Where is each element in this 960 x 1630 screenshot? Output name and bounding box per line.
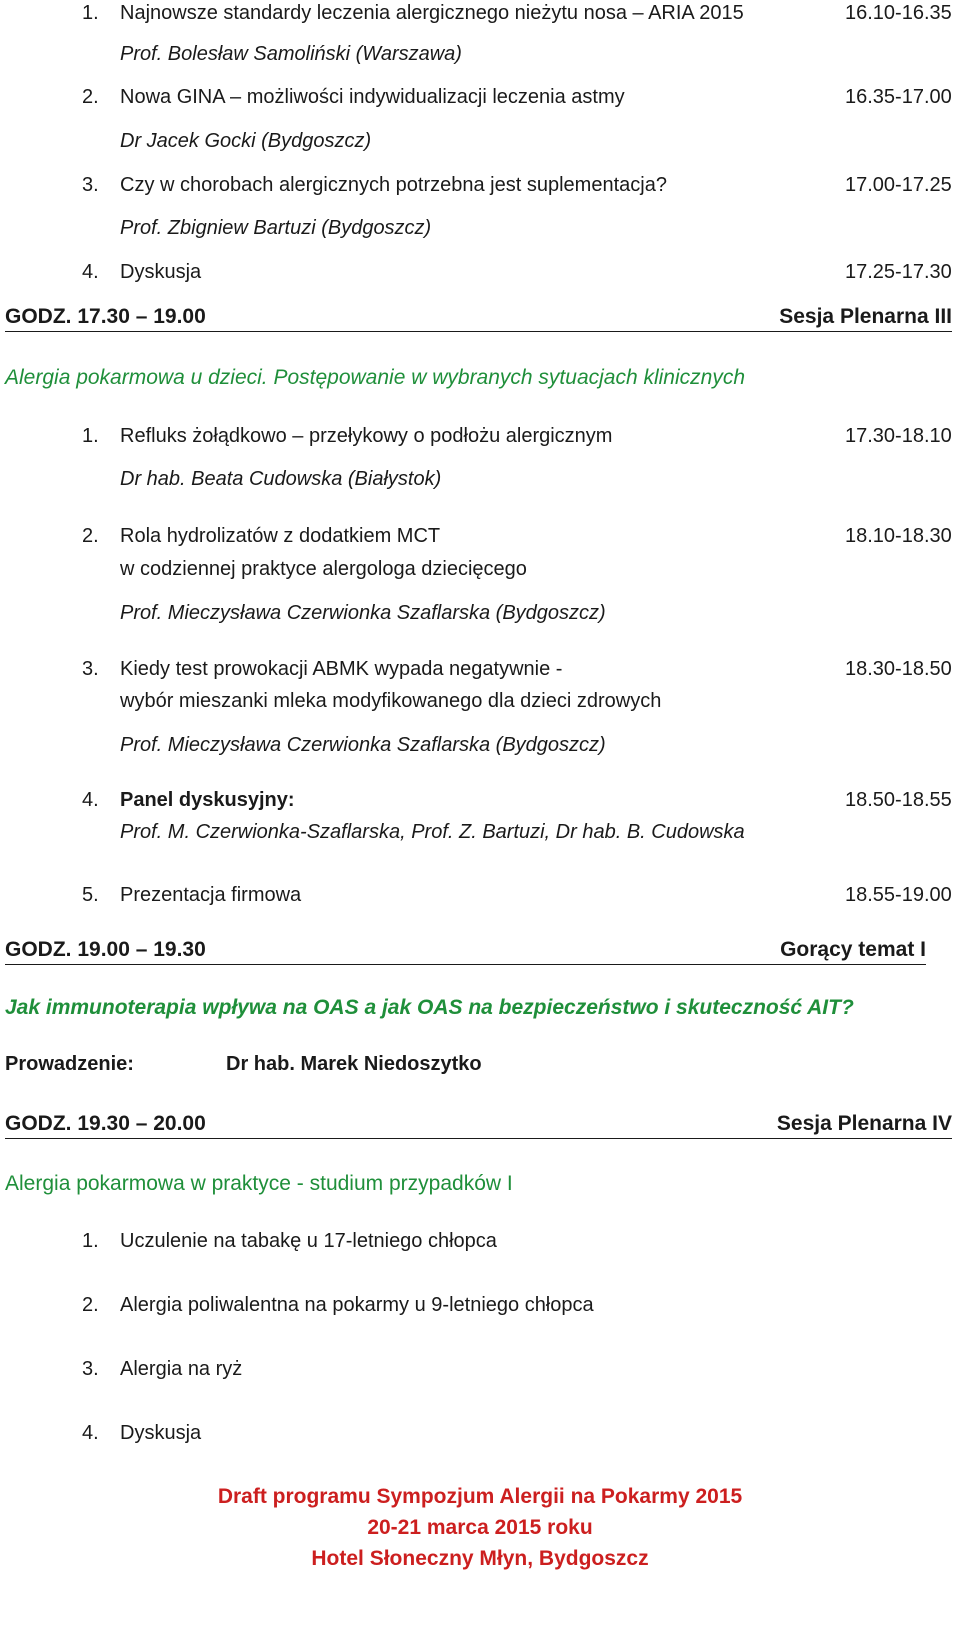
item-number: 5. bbox=[82, 884, 99, 906]
footer-date: 20-21 marca 2015 roku bbox=[367, 1516, 593, 1539]
item-time: 16.35-17.00 bbox=[845, 86, 952, 108]
item-title: Rola hydrolizatów z dodatkiem MCT bbox=[120, 525, 441, 547]
session-topic: Jak immunoterapia wpływa na OAS a jak OAS na bezpieczeństwo i skuteczność AIT? bbox=[5, 996, 854, 1019]
item-time: 17.25-17.30 bbox=[845, 261, 952, 283]
item-time: 18.55-19.00 bbox=[845, 884, 952, 906]
item-time: 18.10-18.30 bbox=[845, 525, 952, 547]
item-number: 4. bbox=[82, 1422, 99, 1444]
session-header-hot-topic bbox=[5, 938, 926, 965]
item-number: 4. bbox=[82, 789, 99, 811]
item-title: Refluks żołądkowo – przełykowy o podłożu alergicznym bbox=[120, 425, 613, 447]
item-speaker: Dr Jacek Gocki (Bydgoszcz) bbox=[120, 130, 372, 152]
item-title: Panel dyskusyjny: bbox=[120, 789, 295, 811]
item-speaker: Prof. Bolesław Samoliński (Warszawa) bbox=[120, 43, 462, 65]
item-speaker: Dr hab. Beata Cudowska (Białystok) bbox=[120, 468, 442, 490]
item-time: 17.30-18.10 bbox=[845, 425, 952, 447]
item-speaker: Prof. M. Czerwionka-Szaflarska, Prof. Z. Bartuzi, Dr hab. B. Cudowska bbox=[120, 821, 745, 843]
item-title: Alergia poliwalentna na pokarmy u 9-letniego chłopca bbox=[120, 1294, 594, 1316]
item-title: Dyskusja bbox=[120, 1422, 202, 1444]
item-number: 1. bbox=[82, 1230, 99, 1252]
item-title: Nowa GINA – możliwości indywidualizacji leczenia astmy bbox=[120, 86, 625, 108]
item-number: 3. bbox=[82, 174, 99, 196]
item-number: 3. bbox=[82, 658, 99, 680]
item-title: Uczulenie na tabakę u 17-letniego chłopca bbox=[120, 1230, 497, 1252]
session-time: GODZ. 19.30 – 20.00 bbox=[5, 1112, 206, 1135]
footer-venue: Hotel Słoneczny Młyn, Bydgoszcz bbox=[311, 1547, 649, 1570]
item-title-cont: w codziennej praktyce alergologa dziecięcego bbox=[120, 558, 527, 580]
session-header-4 bbox=[5, 1112, 952, 1139]
item-number: 2. bbox=[82, 1294, 99, 1316]
moderator-label: Prowadzenie: bbox=[5, 1053, 134, 1075]
item-time: 18.50-18.55 bbox=[845, 789, 952, 811]
item-speaker: Prof. Mieczysława Czerwionka Szaflarska (Bydgoszcz) bbox=[120, 734, 606, 756]
item-title: Kiedy test prowokacji ABMK wypada negatywnie - bbox=[120, 658, 563, 680]
session-label: Gorący temat I bbox=[780, 938, 926, 961]
item-number: 2. bbox=[82, 525, 99, 547]
item-title: Alergia na ryż bbox=[120, 1358, 243, 1380]
item-time: 17.00-17.25 bbox=[845, 174, 952, 196]
item-time: 16.10-16.35 bbox=[845, 2, 952, 24]
session-topic: Alergia pokarmowa u dzieci. Postępowanie w wybranych sytuacjach klinicznych bbox=[5, 366, 746, 389]
item-title: Prezentacja firmowa bbox=[120, 884, 302, 906]
item-number: 2. bbox=[82, 86, 99, 108]
session-label: Sesja Plenarna III bbox=[779, 305, 952, 328]
item-title: Dyskusja bbox=[120, 261, 202, 283]
session-topic: Alergia pokarmowa w praktyce - studium przypadków I bbox=[5, 1172, 513, 1195]
moderator-name: Dr hab. Marek Niedoszytko bbox=[226, 1053, 482, 1075]
item-number: 1. bbox=[82, 425, 99, 447]
item-number: 3. bbox=[82, 1358, 99, 1380]
item-speaker: Prof. Zbigniew Bartuzi (Bydgoszcz) bbox=[120, 217, 432, 239]
session-time: GODZ. 19.00 – 19.30 bbox=[5, 938, 206, 961]
item-title: Najnowsze standardy leczenia alergicznego nieżytu nosa – ARIA 2015 bbox=[120, 2, 744, 24]
item-title-cont: wybór mieszanki mleka modyfikowanego dla dzieci zdrowych bbox=[120, 690, 662, 712]
item-speaker: Prof. Mieczysława Czerwionka Szaflarska (Bydgoszcz) bbox=[120, 602, 606, 624]
item-title: Czy w chorobach alergicznych potrzebna jest suplementacja? bbox=[120, 174, 667, 196]
item-time: 18.30-18.50 bbox=[845, 658, 952, 680]
session-label: Sesja Plenarna IV bbox=[776, 1112, 952, 1135]
session-time: GODZ. 17.30 – 19.00 bbox=[5, 305, 206, 328]
session-header-3 bbox=[5, 305, 952, 332]
item-number: 4. bbox=[82, 261, 99, 283]
item-number: 1. bbox=[82, 2, 99, 24]
footer-title: Draft programu Sympozjum Alergii na Pokarmy 2015 bbox=[217, 1485, 743, 1508]
